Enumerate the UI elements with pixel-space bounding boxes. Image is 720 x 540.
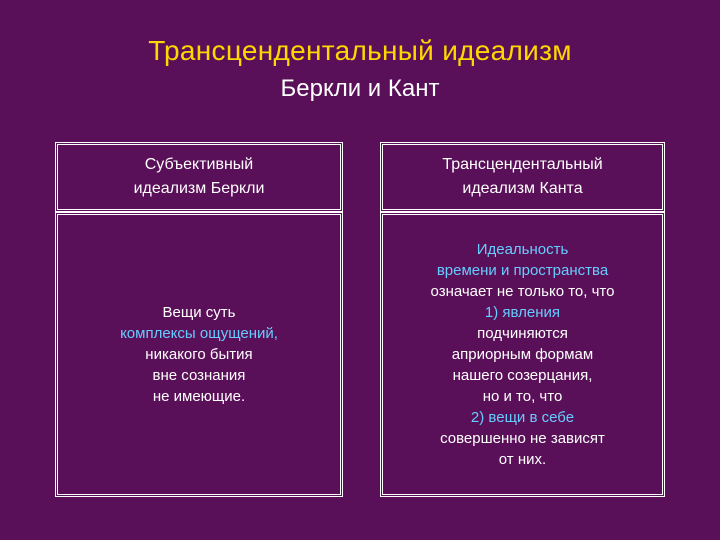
kant-text-line-3: означает не только то, что — [430, 283, 615, 300]
kant-text-line-7: нашего созерцания, — [452, 367, 593, 384]
table-cell-berkeley — [55, 212, 343, 497]
kant-text-line-9: 2) вещи в себе — [470, 409, 575, 426]
kant-text-line-11: от них. — [498, 451, 547, 468]
header-berkeley-line-2: идеализм Беркли — [133, 180, 265, 197]
kant-text-line-5: подчиняются — [477, 325, 568, 342]
kant-text-line-6: априорным формам — [451, 346, 594, 363]
slide-title: Трансцендентальный идеализм — [148, 35, 572, 66]
berkeley-text-line-3: никакого бытия — [145, 346, 253, 363]
kant-text-line-4: 1) явления — [484, 304, 561, 321]
header-kant-line-1: Трансцендентальный — [442, 156, 603, 173]
berkeley-text-line-2: комплексы ощущений, — [120, 325, 278, 342]
berkeley-text-line-5: не имеющие. — [152, 388, 246, 405]
kant-text-line-2: времени и пространства — [436, 262, 609, 279]
kant-text-line-8: но и то, что — [482, 388, 563, 405]
table-cell-kant — [380, 212, 665, 497]
berkeley-text-line-1: Вещи суть — [162, 304, 236, 321]
kant-text-line-10: совершенно не зависят — [440, 430, 605, 447]
header-kant-line-2: идеализм Канта — [462, 180, 583, 197]
berkeley-text-line-4: вне сознания — [152, 367, 246, 384]
table-header-kant — [380, 142, 665, 212]
kant-text-line-1: Идеальность — [476, 241, 569, 258]
table-header-berkeley — [55, 142, 343, 212]
slide-subtitle: Беркли и Кант — [280, 75, 440, 102]
header-berkeley-line-1: Субъективный — [144, 156, 254, 173]
